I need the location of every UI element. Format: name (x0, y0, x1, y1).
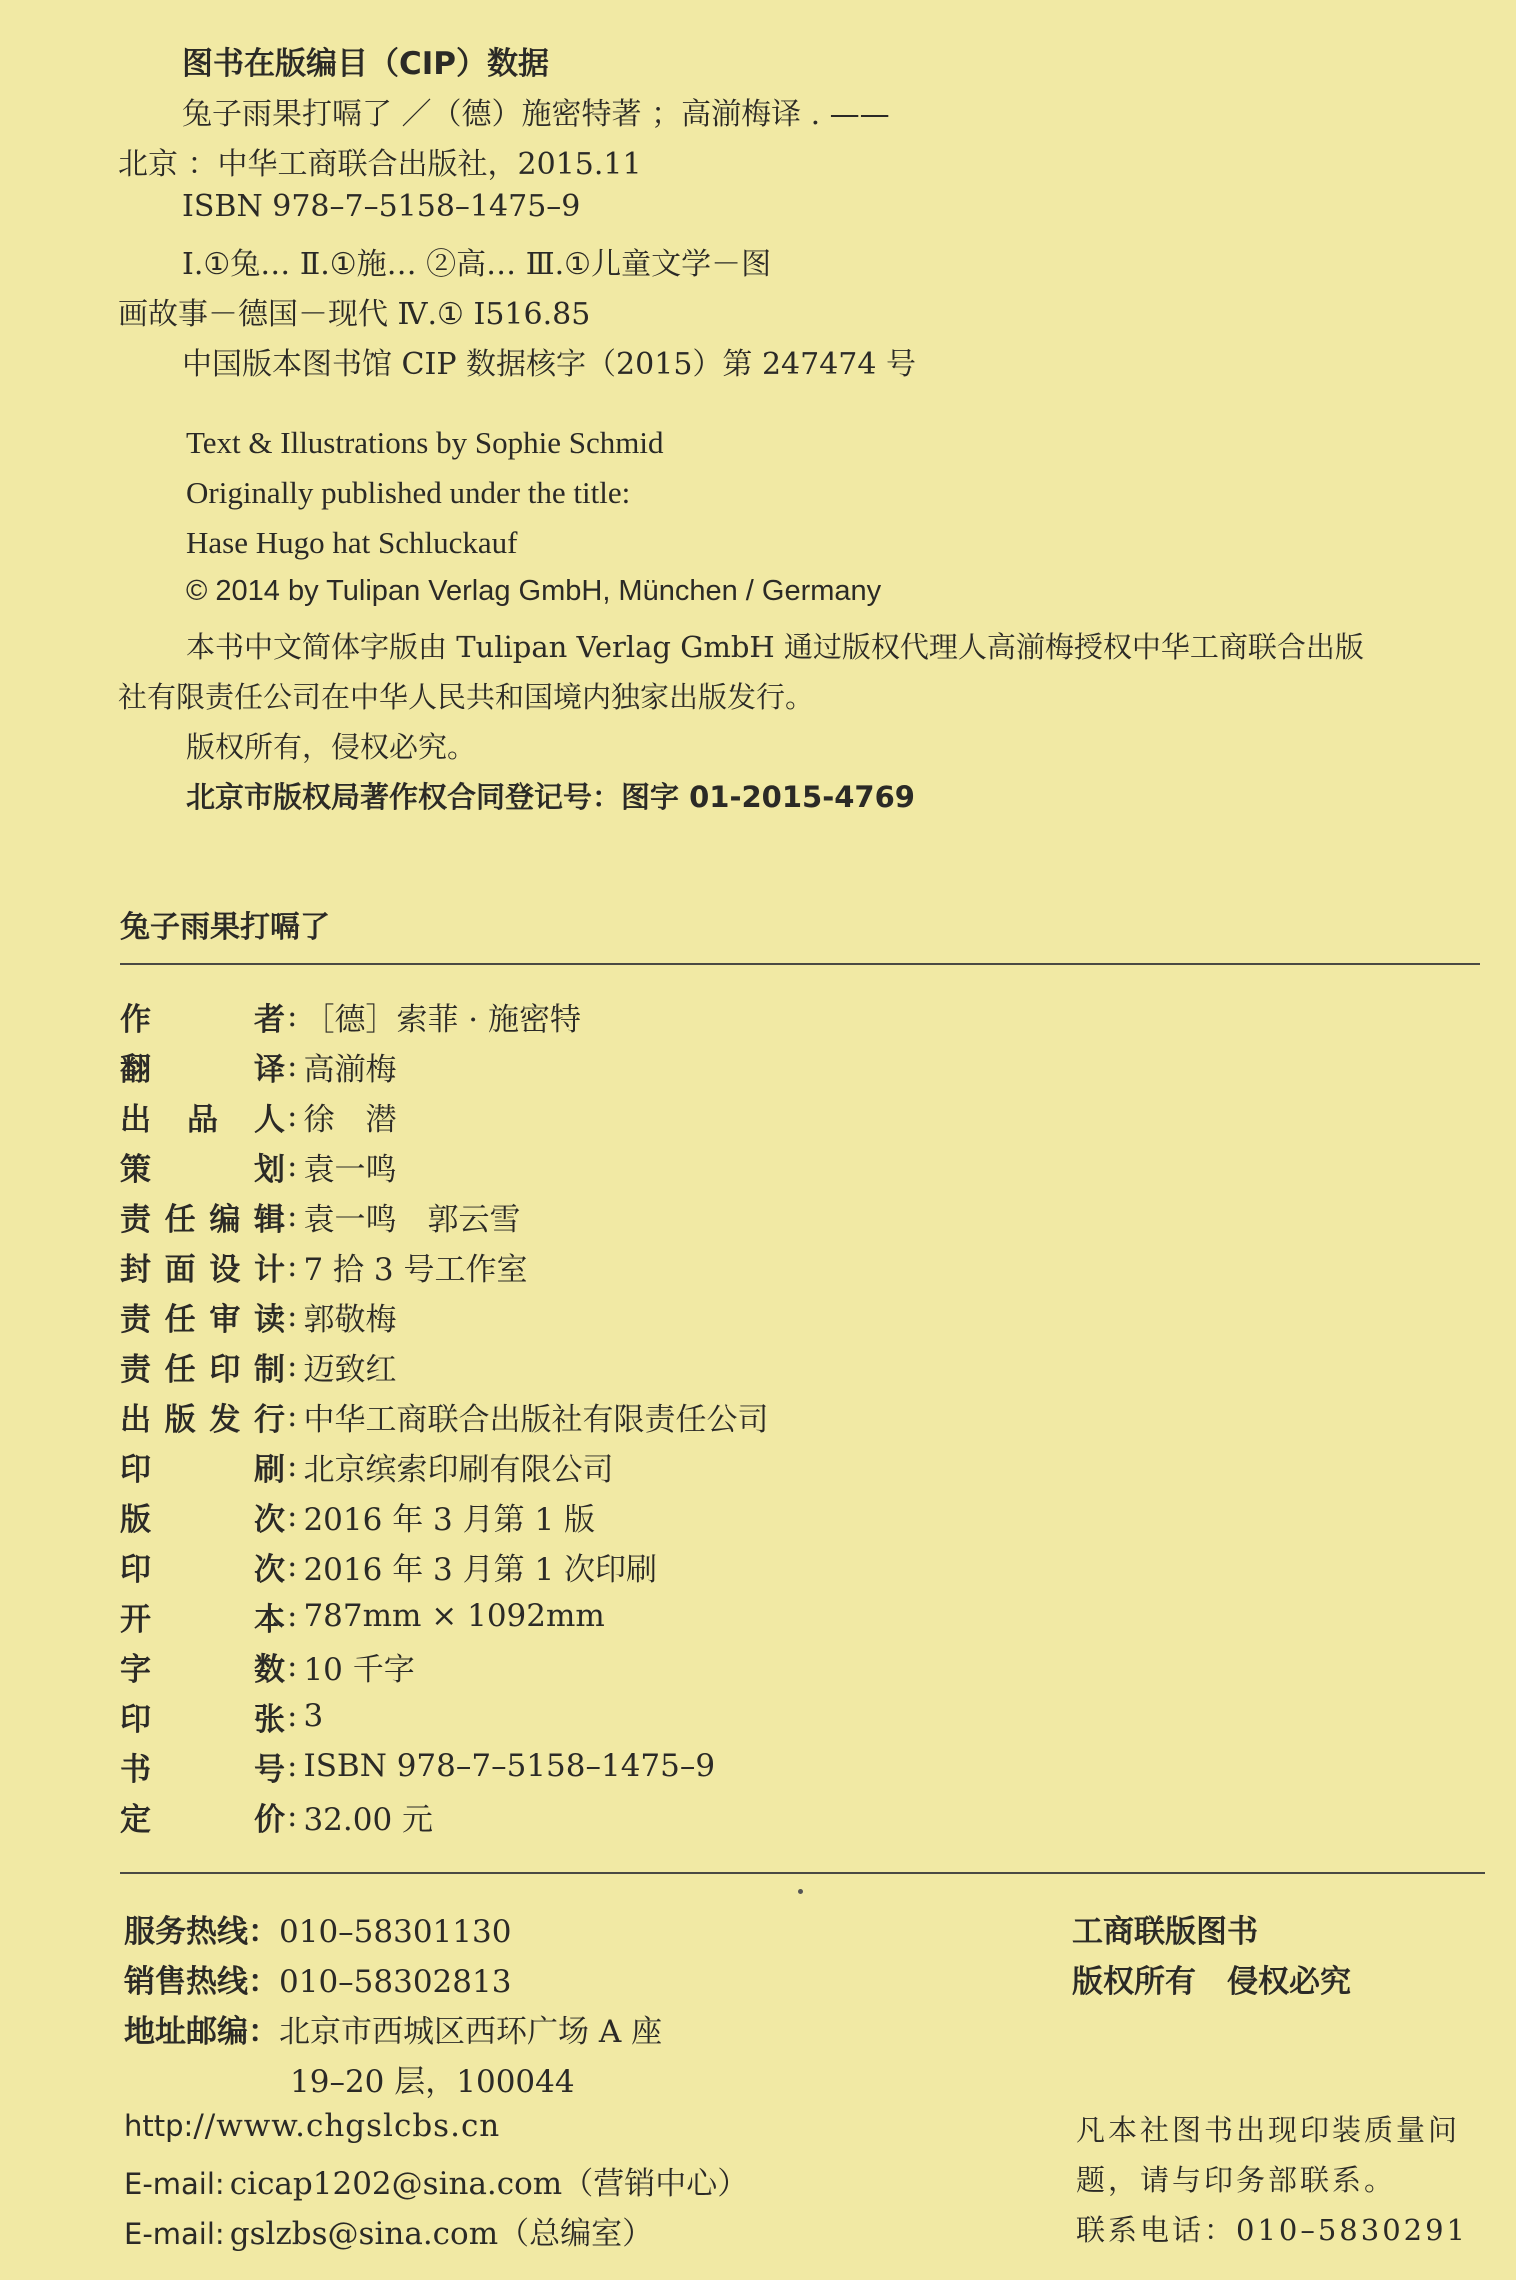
info-value: ［德］索菲 · 施密特 (303, 1001, 582, 1038)
cip-line-3: ISBN 978–7–5158–1475–9 (182, 189, 581, 224)
info-label (120, 1194, 285, 1239)
speck (798, 1889, 803, 1894)
info-label (120, 1644, 285, 1689)
info-label-text: 出 版 发 行 (120, 1401, 285, 1438)
cip-line-2: 北京 ：中华工商联合出版社，2015.11 (118, 147, 642, 182)
quality-notice-2: 题，请与印务部联系。 (1076, 2163, 1397, 2197)
info-value: ISBN 978–7–5158–1475–9 (303, 1748, 716, 1784)
info-row-impression: 印 次 : 2016 年 3 月第 1 次印刷 (120, 1544, 657, 1588)
website-link[interactable]: //www.chgslcbs.cn (193, 2108, 501, 2144)
info-label (120, 1494, 285, 1539)
info-value: 787mm × 1092mm (303, 1598, 605, 1634)
info-label-text: 版 次 (120, 1501, 285, 1538)
credit-line-3: Hase Hugo hat Schluckauf (186, 525, 518, 560)
info-value: 3 (303, 1698, 324, 1734)
info-label-text: 翻 译 (120, 1051, 285, 1088)
info-row-editor: 责 任 编 辑 : 袁一鸣 郭云雪 (120, 1194, 520, 1238)
info-label (120, 1444, 285, 1489)
info-row-edition: 版 次 : 2016 年 3 月第 1 版 (120, 1494, 595, 1538)
info-label-text: 定 价 (120, 1801, 285, 1838)
info-value: 32.00 元 (303, 1801, 434, 1838)
info-row-format: 开 本 : 787mm × 1092mm (120, 1594, 605, 1638)
book-title: 兔子雨果打嗝了 (120, 910, 330, 945)
rights-reserved: 版权所有 侵权必究 (1072, 1964, 1351, 2000)
info-label (120, 1044, 285, 1089)
rights-line-3: 版权所有，侵权必究。 (186, 730, 477, 764)
info-label-text: 策 划 (120, 1151, 285, 1188)
info-row-printer: 印 刷 : 北京缤索印刷有限公司 (120, 1444, 613, 1488)
info-value: 北京缤索印刷有限公司 (303, 1451, 614, 1488)
cip-line-4: Ⅰ.①兔… Ⅱ.①施… ②高… Ⅲ.①儿童文学－图 (182, 247, 772, 282)
info-value: 中华工商联合出版社有限责任公司 (303, 1401, 769, 1438)
email-marketing: E-mail: cicap1202@sina.com（营销中心） (124, 2166, 749, 2202)
info-label (120, 994, 285, 1039)
credit-line-1: Text & Illustrations by Sophie Schmid (186, 425, 664, 460)
info-row-publisher: 出 版 发 行 : 中华工商联合出版社有限责任公司 (120, 1394, 768, 1438)
info-label-text: 作 者 (120, 1001, 285, 1038)
email-link[interactable]: gslzbs@sina.com（总编室） (229, 2216, 654, 2252)
website: http://www.chgslcbs.cn (124, 2108, 501, 2144)
credit-line-2: Originally published under the title: (186, 475, 631, 510)
brand-label: 工商联版图书 (1072, 1914, 1258, 1950)
info-label (120, 1544, 285, 1589)
address-line-2: 19–20 层，100044 (290, 2064, 575, 2100)
info-row-producer: 出 品 人 : 徐 潜 (120, 1094, 396, 1138)
rights-line-1: 本书中文简体字版由 Tulipan Verlag GmbH 通过版权代理人高湔梅授权中华工商联合出版 (186, 630, 1364, 664)
service-hotline: 服务热线：010–58301130 (124, 1914, 512, 1950)
cip-heading: 图书在版编目（CIP）数据 (182, 46, 550, 82)
address: 地址邮编：北京市西城区西环广场 A 座 (124, 2014, 663, 2050)
info-label (120, 1094, 285, 1139)
info-label (120, 1744, 285, 1789)
info-value: 2016 年 3 月第 1 版 (303, 1501, 596, 1538)
cip-line-6: 中国版本图书馆 CIP 数据核字（2015）第 247474 号 (182, 347, 917, 382)
cip-line-1: 兔子雨果打嗝了 ／（德）施密特著 ；高湔梅译 . —— (182, 97, 890, 132)
info-value: 郭敬梅 (303, 1301, 397, 1338)
email-editorial: E-mail: gslzbs@sina.com（总编室） (124, 2216, 654, 2252)
info-label-text: 封 面 设 计 (120, 1251, 285, 1288)
info-row-reviewer: 责 任 审 读 : 郭敬梅 (120, 1294, 396, 1338)
info-row-price: 定 价 : 32.00 元 (120, 1794, 433, 1838)
contact-phone: 联系电话：010–5830291 (1076, 2213, 1469, 2247)
info-row-planner: 策 划 : 袁一鸣 (120, 1144, 396, 1188)
info-label-text: 字 数 (120, 1651, 285, 1688)
info-value: 7 拾 3 号工作室 (303, 1251, 528, 1288)
credit-line-4: © 2014 by Tulipan Verlag GmbH, München / Germany (186, 575, 882, 607)
info-label (120, 1694, 285, 1739)
info-label-text: 印 张 (120, 1701, 285, 1738)
info-label (120, 1394, 285, 1439)
info-value: 迈致红 (303, 1351, 397, 1388)
info-label-text: 责 任 审 读 (120, 1301, 285, 1338)
info-label-text: 开 本 (120, 1601, 285, 1638)
info-label (120, 1344, 285, 1389)
info-label (120, 1794, 285, 1839)
info-row-isbn: 书 号 : ISBN 978–7–5158–1475–9 (120, 1744, 715, 1788)
info-label-text: 责 任 印 制 (120, 1351, 285, 1388)
info-value: 10 千字 (303, 1651, 415, 1688)
rights-line-2: 社有限责任公司在中华人民共和国境内独家出版发行。 (118, 680, 815, 714)
info-value: 徐 潜 (303, 1101, 397, 1138)
info-row-print-manager: 责 任 印 制 : 迈致红 (120, 1344, 396, 1388)
divider-top (120, 963, 1480, 965)
divider-bottom (120, 1872, 1485, 1874)
info-row-cover-design: 封 面 设 计 : 7 拾 3 号工作室 (120, 1244, 527, 1288)
info-label (120, 1294, 285, 1339)
email-link[interactable]: cicap1202@sina.com（营销中心） (229, 2166, 749, 2202)
info-row-author: 作 者 : ［德］索菲 · 施密特 (120, 994, 581, 1038)
info-label-text: 印 刷 (120, 1451, 285, 1488)
info-value: 袁一鸣 (303, 1151, 397, 1188)
cip-line-5: 画故事－德国－现代 Ⅳ.① I516.85 (118, 297, 591, 332)
info-label (120, 1244, 285, 1289)
info-row-word-count: 字 数 : 10 千字 (120, 1644, 415, 1688)
info-label (120, 1594, 285, 1639)
info-label-text: 书 号 (120, 1751, 285, 1788)
info-label-text: 出 品 人 (120, 1101, 285, 1138)
info-row-sheets: 印 张 : 3 (120, 1694, 323, 1738)
info-value: 高湔梅 (303, 1051, 397, 1088)
info-label-text: 印 次 (120, 1551, 285, 1588)
info-value: 2016 年 3 月第 1 次印刷 (303, 1551, 658, 1588)
info-label (120, 1144, 285, 1189)
info-label-text: 责 任 编 辑 (120, 1201, 285, 1238)
contract-registration: 北京市版权局著作权合同登记号：图字 01-2015-4769 (186, 780, 915, 814)
info-row-translator: 翻 译 : 高湔梅 (120, 1044, 396, 1088)
quality-notice-1: 凡本社图书出现印装质量问 (1076, 2113, 1461, 2147)
sales-hotline: 销售热线：010–58302813 (124, 1964, 512, 2000)
info-value: 袁一鸣 郭云雪 (303, 1201, 521, 1238)
